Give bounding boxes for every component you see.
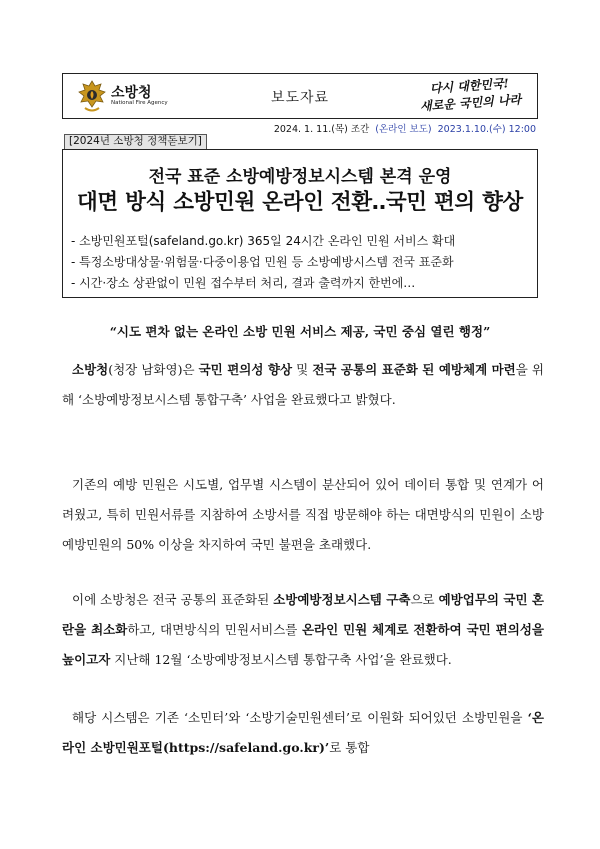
slogan-line1: 다시 대한민국! <box>429 76 510 96</box>
lead-quote: “시도 편차 없는 온라인 소방 민원 서비스 제공, 국민 중심 열린 행정” <box>109 324 491 339</box>
p2-text-1: 기존의 예방 민원은 시도별, 업무별 시스템이 분산되어 있어 데이터 통합 및 연계가 어려웠고, 특히 민원서류를 지참하여 소방서를 직접 방문해야 하는 대면방식의 민원이 소방예방민원의 50% 이상을 차지하여 국민 불편을 초래했다. <box>62 477 544 552</box>
online-release-time: 2023.1.10.(수) 12:00 <box>437 124 536 135</box>
summary-bullets <box>71 231 455 294</box>
government-slogan <box>410 74 530 116</box>
p1-bold-3: 전국 공통의 표준화 된 예방체계 마련 <box>312 362 516 377</box>
agency-english-name: National Fire Agency <box>111 100 168 106</box>
p3-bold-2: 예방업무의 국민 혼란을 최소화 <box>62 592 544 637</box>
body-paragraph-2 <box>62 470 544 560</box>
p3-text-1: 이에 소방청은 전국 공통의 표준화된 <box>72 592 274 607</box>
release-dateline <box>0 121 536 135</box>
embargo-date: 2024. 1. 11.(목) 조간 <box>273 124 370 135</box>
policy-series-tag: [2024년 소방청 정책돋보기] <box>64 134 207 150</box>
p3-text-2: 으로 <box>410 592 439 607</box>
body-paragraph-4 <box>62 703 544 763</box>
p4-text-2: 로 통합 <box>329 740 370 755</box>
p4-bold-1: ‘온라인 소방민원포털(https://safeland.go.kr)’ <box>62 710 544 755</box>
summary-bullet: - 소방민원포털(safeland.go.kr) 365일 24시간 온라인 민원 서비스 확대 <box>71 234 456 248</box>
p1-bold-2: 국민 편의성 향상 <box>198 362 293 377</box>
p1-text-1: (청장 남화영)은 <box>108 362 199 377</box>
headline-box <box>62 149 538 298</box>
p3-text-4: 지난해 12월 ‘소방예방정보시스템 통합구축 사업’을 완료했다. <box>110 652 452 667</box>
press-release-header <box>62 73 538 119</box>
p3-bold-1: 소방예방정보시스템 구축 <box>273 592 411 607</box>
summary-bullet: - 시간·장소 상관없이 민원 접수부터 처리, 결과 출력까지 한번에… <box>71 276 416 290</box>
body-paragraph-1 <box>62 355 544 415</box>
slogan-line2: 새로운 국민의 나라 <box>419 92 522 114</box>
summary-bullet: - 특정소방대상물·위험물·다중이용업 민원 등 소방예방시스템 전국 표준화 <box>71 255 454 269</box>
p3-bold-3: 온라인 민원 체계로 전환하여 국민 편의성을 높이고자 <box>62 622 544 667</box>
headline-title: 대면 방식 소방민원 온라인 전환‥국민 편의 향상 <box>76 190 524 215</box>
online-release-label: (온라인 보도) <box>375 124 432 135</box>
p3-text-3: 하고, 대면방식의 민원서비스를 <box>127 622 302 637</box>
headline-subtitle: 전국 표준 소방예방정보시스템 본격 운영 <box>148 167 452 187</box>
p1-bold-1: 소방청 <box>72 362 109 377</box>
document-type-title: 보도자료 <box>270 90 330 106</box>
p1-text-3: 을 위해 ‘소방예방정보시스템 통합구축’ 사업을 완료했다고 밝혔다. <box>62 362 544 407</box>
body-paragraph-3 <box>62 585 544 675</box>
p1-text-2: 및 <box>292 362 313 377</box>
agency-name: 소방청 <box>111 85 152 101</box>
p4-text-1: 해당 시스템은 기존 ‘소민터’와 ‘소방기술민원센터’로 이원화 되어있던 소방민원을 <box>72 710 528 725</box>
